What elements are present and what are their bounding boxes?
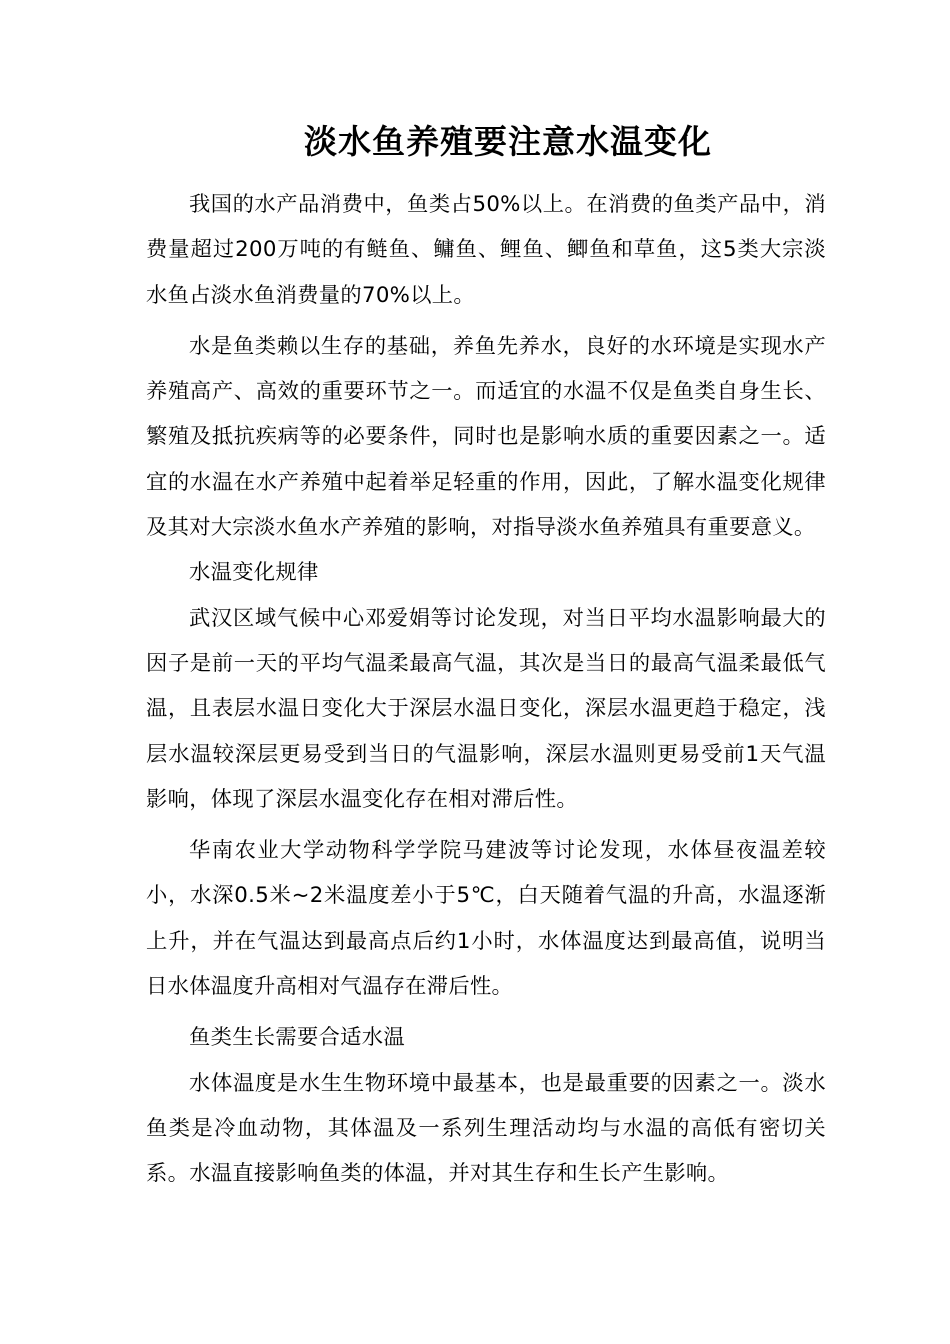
section-heading-water-temperature-pattern: 水温变化规律 [189,560,319,586]
section-heading-suitable-temperature: 鱼类生长需要合适水温 [189,1025,405,1051]
paragraph-fish-consumption: 我国的水产品消费中，鱼类占50%以上。在消费的鱼类产品中，消费量超过200万吨的有鲢鱼、鳙鱼、鲤鱼、鲫鱼和草鱼，这5类大宗淡水鱼占淡水鱼消费量的70%以上。 [146,192,826,308]
document-body [146,182,826,1197]
paragraph-wuhan-study: 武汉区域气候中心邓爱娟等讨论发现，对当日平均水温影响最大的因子是前一天的平均气温柔最高气温，其次是当日的最高气温柔最低气温，且表层水温日变化大于深层水温日变化，深层水温更趋于稳定，浅层水温较深层更易受到当日的气温影响，深层水温则更易受前1天气温影响，体现了深层水温变化存在相对滞后性。 [146,605,826,812]
paragraph-water-importance: 水是鱼类赖以生存的基础，养鱼先养水，良好的水环境是实现水产养殖高产、高效的重要环节之一。而适宜的水温不仅是鱼类自身生长、繁殖及抵抗疾病等的必要条件，同时也是影响水质的重要因素之一。适宜的水温在水产养殖中起着举足轻重的作用，因此，了解水温变化规律及其对大宗淡水鱼水产养殖的影响，对指导淡水鱼养殖具有重要意义。 [146,333,826,541]
document-title: 淡水鱼养殖要注意水温变化 [304,122,712,161]
paragraph-south-china-study: 华南农业大学动物科学学院马建波等讨论发现，水体昼夜温差较小，水深0.5米~2米温度差小于5℃，白天随着气温的升高，水温逐渐上升，并在气温达到最高点后约1小时，水体温度达到最高值，说明当日水体温度升高相对气温存在滞后性。 [146,838,826,1000]
paragraph-temperature-importance: 水体温度是水生生物环境中最基本，也是最重要的因素之一。淡水鱼类是冷血动物，其体温及一系列生理活动均与水温的高低有密切关系。水温直接影响鱼类的体温，并对其生存和生长产生影响。 [146,1070,826,1187]
